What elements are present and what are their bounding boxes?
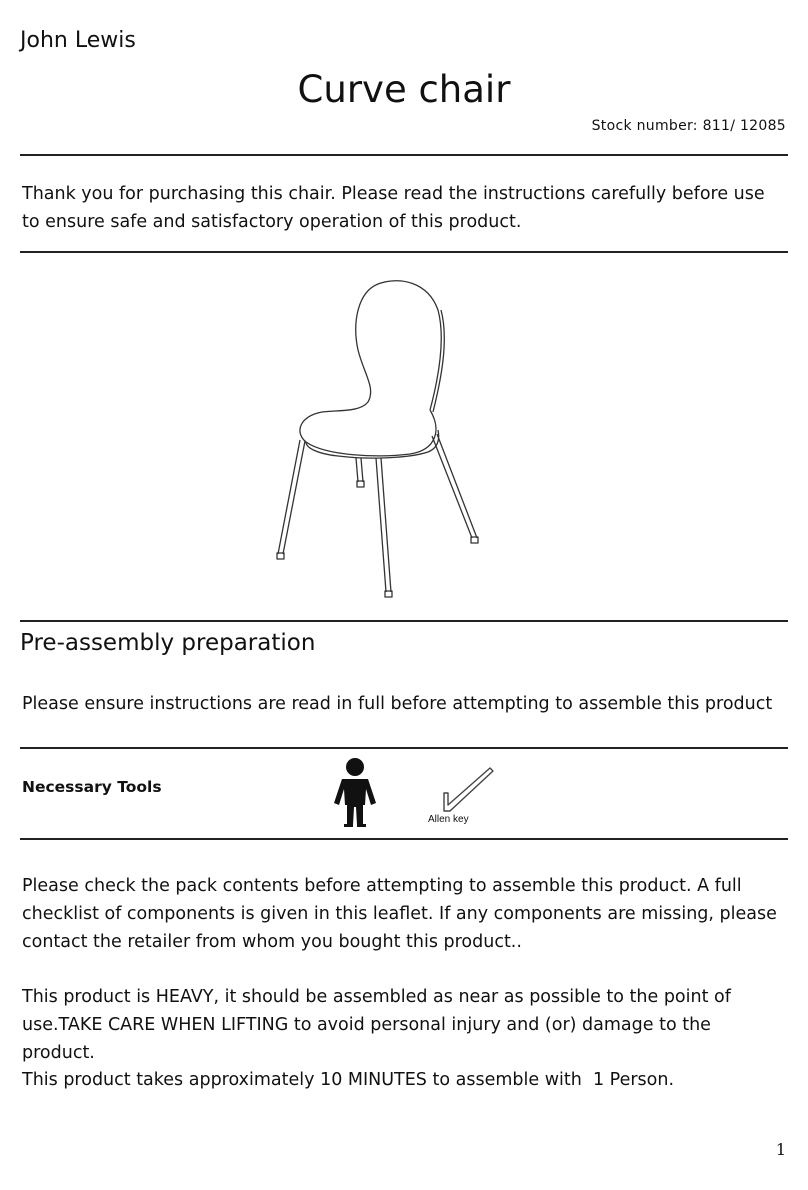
allen-key-label: Allen key bbox=[428, 814, 469, 825]
chair-illustration bbox=[260, 270, 500, 600]
section-heading: Pre-assembly preparation bbox=[20, 630, 316, 656]
page-number: 1 bbox=[775, 1140, 786, 1159]
divider bbox=[20, 747, 788, 749]
page-title: Curve chair bbox=[297, 68, 511, 111]
necessary-tools-label: Necessary Tools bbox=[22, 778, 162, 796]
duration-emphasis: 10 MINUTES bbox=[320, 1070, 427, 1090]
allen-key-icon bbox=[438, 765, 498, 815]
warning-text: to avoid personal injury and (or) damage to the product. bbox=[22, 1015, 711, 1063]
time-text: . bbox=[668, 1070, 675, 1090]
heavy-warning bbox=[22, 983, 788, 1067]
assembly-time bbox=[22, 1066, 788, 1094]
divider bbox=[20, 620, 788, 622]
time-text: to assemble with bbox=[426, 1070, 593, 1090]
divider bbox=[20, 251, 788, 253]
pack-contents-text: Please check the pack contents before attempting to assemble this product. A full checklist of components is given in this leaflet. If any components are missing, please contact the retailer from whom you bought this product.. bbox=[22, 876, 777, 952]
person-icon bbox=[332, 757, 378, 829]
stock-number: Stock number: 811/ 12085 bbox=[591, 118, 786, 134]
brand-name: John Lewis bbox=[20, 28, 136, 53]
divider bbox=[20, 154, 788, 156]
divider bbox=[20, 838, 788, 840]
people-emphasis: 1 Person bbox=[592, 1070, 669, 1090]
time-text: This product takes approximately bbox=[22, 1070, 321, 1090]
warning-text: , it should be assembled as near as possible to the point of use. bbox=[22, 987, 731, 1035]
warning-text: This product is bbox=[22, 987, 156, 1007]
take-care-emphasis: TAKE CARE WHEN LIFTING bbox=[58, 1015, 289, 1035]
heavy-emphasis: HEAVY bbox=[155, 987, 214, 1007]
intro-text: Thank you for purchasing this chair. Please read the instructions carefully before use to ensure safe and satisfactory operation of this product. bbox=[22, 184, 765, 232]
preparation-note: Please ensure instructions are read in full before attempting to assemble this product bbox=[22, 694, 773, 714]
